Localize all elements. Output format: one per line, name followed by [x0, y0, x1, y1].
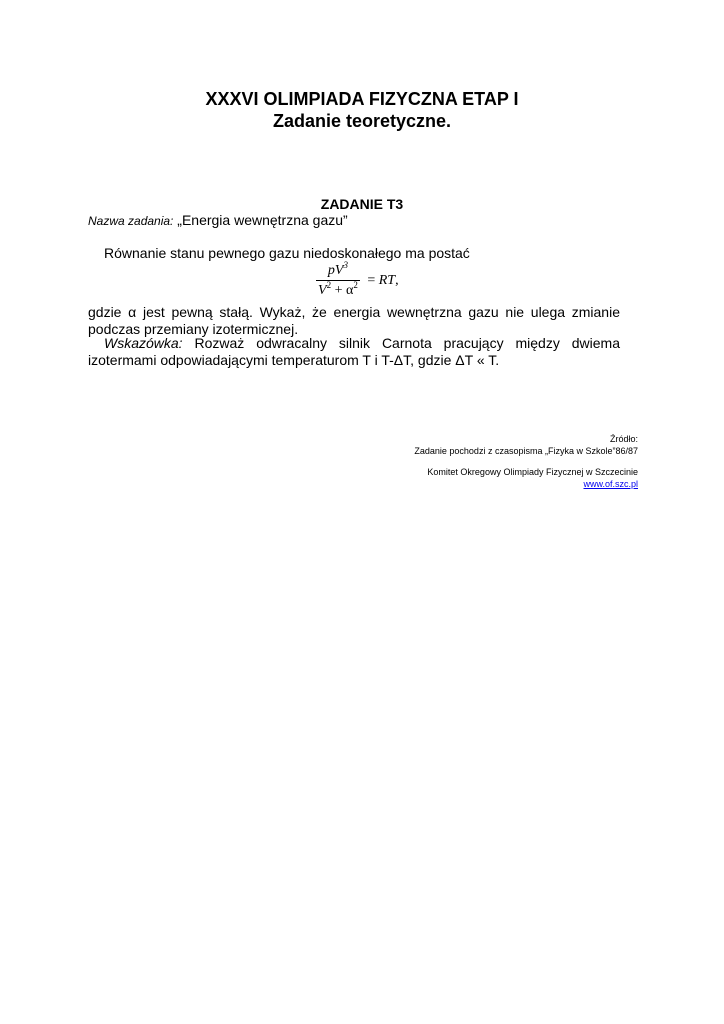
- intro-paragraph: Równanie stanu pewnego gazu niedoskonałego ma postać: [104, 245, 470, 261]
- page-subtitle: Zadanie teoretyczne.: [272, 111, 452, 131]
- source-origin: Zadanie pochodzi z czasopisma „Fizyka w Szkole”86/87: [414, 446, 638, 456]
- page-title: XXXVI OLIMPIADA FIZYCZNA ETAP I: [205, 89, 519, 109]
- task-name-label: Nazwa zadania:: [88, 214, 174, 228]
- fraction: [316, 260, 360, 299]
- source-label: Źródło:: [609, 434, 638, 444]
- task-name: [88, 212, 348, 228]
- numerator: $pV^3$: [316, 263, 360, 281]
- hint-paragraph: [88, 335, 620, 369]
- denominator: $V^2 + \alpha^2$: [318, 280, 358, 298]
- hint-label: Wskazówka:: [104, 335, 183, 351]
- source-link[interactable]: www.of.szc.pl: [583, 479, 638, 489]
- equation-rhs: = RT,: [367, 273, 399, 288]
- task-paragraph: gdzie α jest pewną stałą. Wykaż, że energia wewnętrzna gazu nie ulega zmianie podczas przemiany izotermicznej.: [88, 304, 620, 337]
- task-heading: ZADANIE T3: [320, 196, 404, 212]
- equation-of-state: [316, 260, 399, 299]
- hint-text: Rozważ odwracalny silnik Carnota pracujący między dwiema izotermami odpowiadającymi temperaturom T i T-ΔT, gdzie ΔT « T.: [88, 335, 620, 368]
- source-committee: Komitet Okregowy Olimpiady Fizycznej w Szczecinie: [427, 467, 638, 477]
- task-name-value: „Energia wewnętrzna gazu”: [177, 212, 348, 228]
